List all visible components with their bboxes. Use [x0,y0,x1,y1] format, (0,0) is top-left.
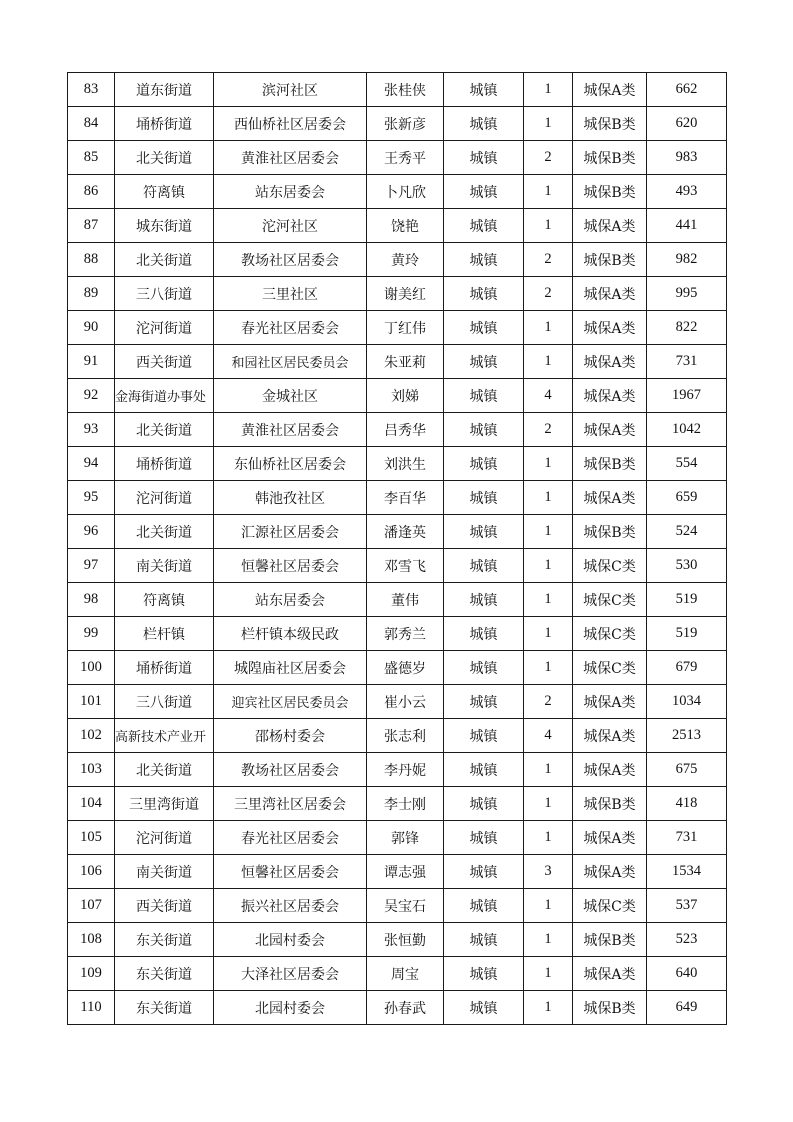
category-cell: 城保C类 [573,651,647,685]
table-row [68,651,727,685]
name-cell: 李百华 [367,481,444,515]
table-row [68,141,727,175]
persons-cell: 1 [524,311,573,345]
name-cell: 朱亚莉 [367,345,444,379]
subdistrict-cell: 城东街道 [115,209,214,243]
amount-cell: 731 [647,345,727,379]
amount-cell: 523 [647,923,727,957]
subdistrict-cell: 三里湾街道 [115,787,214,821]
community-cell: 金城社区 [214,379,367,413]
table-row [68,991,727,1025]
community-cell: 黄淮社区居委会 [214,413,367,447]
table-row [68,345,727,379]
household-type-cell: 城镇 [444,957,524,991]
row-number-cell: 98 [68,583,115,617]
community-cell: 栏杆镇本级民政 [214,617,367,651]
row-number-cell: 88 [68,243,115,277]
category-cell: 城保B类 [573,141,647,175]
table-row [68,753,727,787]
row-number-cell: 104 [68,787,115,821]
household-type-cell: 城镇 [444,889,524,923]
community-cell: 迎宾社区居民委员会 [214,685,367,719]
household-type-cell: 城镇 [444,413,524,447]
household-type-cell: 城镇 [444,685,524,719]
table-row [68,447,727,481]
community-cell: 汇源社区居委会 [214,515,367,549]
name-cell: 崔小云 [367,685,444,719]
name-cell: 董伟 [367,583,444,617]
subdistrict-cell: 北关街道 [115,515,214,549]
persons-cell: 1 [524,209,573,243]
name-cell: 王秀平 [367,141,444,175]
community-cell: 大泽社区居委会 [214,957,367,991]
name-cell: 丁红伟 [367,311,444,345]
household-type-cell: 城镇 [444,515,524,549]
amount-cell: 418 [647,787,727,821]
persons-cell: 1 [524,889,573,923]
community-cell: 教场社区居委会 [214,753,367,787]
household-type-cell: 城镇 [444,73,524,107]
table-row [68,73,727,107]
name-cell: 卜凡欣 [367,175,444,209]
persons-cell: 1 [524,787,573,821]
household-type-cell: 城镇 [444,107,524,141]
name-cell: 周宝 [367,957,444,991]
row-number-cell: 95 [68,481,115,515]
subdistrict-cell: 北关街道 [115,753,214,787]
amount-cell: 493 [647,175,727,209]
category-cell: 城保A类 [573,685,647,719]
subdistrict-cell: 东关街道 [115,957,214,991]
category-cell: 城保C类 [573,617,647,651]
amount-cell: 1034 [647,685,727,719]
name-cell: 邓雪飞 [367,549,444,583]
persons-cell: 2 [524,685,573,719]
subdistrict-cell: 沱河街道 [115,481,214,515]
household-type-cell: 城镇 [444,787,524,821]
row-number-cell: 108 [68,923,115,957]
community-cell: 北园村委会 [214,923,367,957]
table-row [68,719,727,753]
subdistrict-cell: 东关街道 [115,991,214,1025]
amount-cell: 537 [647,889,727,923]
category-cell: 城保B类 [573,515,647,549]
persons-cell: 1 [524,175,573,209]
subdistrict-cell: 沱河街道 [115,821,214,855]
household-type-cell: 城镇 [444,923,524,957]
household-type-cell: 城镇 [444,821,524,855]
household-type-cell: 城镇 [444,209,524,243]
subdistrict-cell: 东关街道 [115,923,214,957]
table-row [68,175,727,209]
subdistrict-cell: 符离镇 [115,583,214,617]
household-type-cell: 城镇 [444,345,524,379]
amount-cell: 982 [647,243,727,277]
name-cell: 张志利 [367,719,444,753]
name-cell: 黄玲 [367,243,444,277]
community-cell: 春光社区居委会 [214,821,367,855]
row-number-cell: 87 [68,209,115,243]
subdistrict-cell: 埇桥街道 [115,107,214,141]
category-cell: 城保C类 [573,889,647,923]
household-type-cell: 城镇 [444,549,524,583]
category-cell: 城保A类 [573,821,647,855]
table-row [68,549,727,583]
table-row [68,413,727,447]
row-number-cell: 85 [68,141,115,175]
persons-cell: 1 [524,345,573,379]
category-cell: 城保C类 [573,549,647,583]
name-cell: 谢美红 [367,277,444,311]
persons-cell: 1 [524,651,573,685]
row-number-cell: 101 [68,685,115,719]
name-cell: 张桂侠 [367,73,444,107]
category-cell: 城保B类 [573,923,647,957]
table-row [68,685,727,719]
community-cell: 韩池孜社区 [214,481,367,515]
subdistrict-cell: 埇桥街道 [115,651,214,685]
persons-cell: 1 [524,73,573,107]
table-row [68,583,727,617]
household-type-cell: 城镇 [444,719,524,753]
row-number-cell: 89 [68,277,115,311]
name-cell: 刘洪生 [367,447,444,481]
community-cell: 邵杨村委会 [214,719,367,753]
subdistrict-cell: 北关街道 [115,243,214,277]
category-cell: 城保C类 [573,583,647,617]
table-row [68,209,727,243]
category-cell: 城保A类 [573,957,647,991]
household-type-cell: 城镇 [444,651,524,685]
persons-cell: 2 [524,243,573,277]
amount-cell: 524 [647,515,727,549]
household-type-cell: 城镇 [444,991,524,1025]
name-cell: 潘逢英 [367,515,444,549]
persons-cell: 1 [524,481,573,515]
household-type-cell: 城镇 [444,481,524,515]
table-row [68,923,727,957]
row-number-cell: 93 [68,413,115,447]
row-number-cell: 109 [68,957,115,991]
community-cell: 东仙桥社区居委会 [214,447,367,481]
amount-cell: 675 [647,753,727,787]
amount-cell: 640 [647,957,727,991]
table-body [68,73,727,1025]
community-cell: 恒馨社区居委会 [214,549,367,583]
category-cell: 城保A类 [573,719,647,753]
household-type-cell: 城镇 [444,175,524,209]
community-cell: 三里社区 [214,277,367,311]
row-number-cell: 97 [68,549,115,583]
community-cell: 北园村委会 [214,991,367,1025]
name-cell: 张恒勤 [367,923,444,957]
household-type-cell: 城镇 [444,141,524,175]
table-row [68,855,727,889]
category-cell: 城保A类 [573,345,647,379]
persons-cell: 2 [524,277,573,311]
category-cell: 城保B类 [573,107,647,141]
table-row [68,787,727,821]
community-cell: 春光社区居委会 [214,311,367,345]
row-number-cell: 106 [68,855,115,889]
amount-cell: 530 [647,549,727,583]
table-row [68,277,727,311]
amount-cell: 620 [647,107,727,141]
persons-cell: 4 [524,719,573,753]
subdistrict-cell: 西关街道 [115,345,214,379]
persons-cell: 1 [524,515,573,549]
persons-cell: 1 [524,549,573,583]
amount-cell: 679 [647,651,727,685]
subdistrict-cell: 西关街道 [115,889,214,923]
subdistrict-cell: 三八街道 [115,277,214,311]
row-number-cell: 92 [68,379,115,413]
row-number-cell: 99 [68,617,115,651]
amount-cell: 1967 [647,379,727,413]
amount-cell: 441 [647,209,727,243]
table-row [68,821,727,855]
household-type-cell: 城镇 [444,617,524,651]
subdistrict-cell: 栏杆镇 [115,617,214,651]
name-cell: 吕秀华 [367,413,444,447]
row-number-cell: 94 [68,447,115,481]
category-cell: 城保A类 [573,481,647,515]
persons-cell: 1 [524,957,573,991]
row-number-cell: 110 [68,991,115,1025]
name-cell: 孙春武 [367,991,444,1025]
category-cell: 城保A类 [573,379,647,413]
table-row [68,957,727,991]
row-number-cell: 100 [68,651,115,685]
row-number-cell: 107 [68,889,115,923]
category-cell: 城保A类 [573,753,647,787]
community-cell: 恒馨社区居委会 [214,855,367,889]
table-row [68,379,727,413]
category-cell: 城保B类 [573,243,647,277]
household-type-cell: 城镇 [444,243,524,277]
community-cell: 滨河社区 [214,73,367,107]
table-row [68,889,727,923]
category-cell: 城保A类 [573,73,647,107]
table-row [68,107,727,141]
name-cell: 郭锋 [367,821,444,855]
row-number-cell: 91 [68,345,115,379]
category-cell: 城保A类 [573,311,647,345]
subdistrict-cell: 埇桥街道 [115,447,214,481]
amount-cell: 983 [647,141,727,175]
table-row [68,617,727,651]
name-cell: 郭秀兰 [367,617,444,651]
persons-cell: 3 [524,855,573,889]
row-number-cell: 90 [68,311,115,345]
household-type-cell: 城镇 [444,583,524,617]
persons-cell: 2 [524,141,573,175]
subdistrict-cell: 道东街道 [115,73,214,107]
name-cell: 吴宝石 [367,889,444,923]
amount-cell: 1042 [647,413,727,447]
household-type-cell: 城镇 [444,753,524,787]
category-cell: 城保A类 [573,855,647,889]
amount-cell: 519 [647,583,727,617]
amount-cell: 1534 [647,855,727,889]
row-number-cell: 96 [68,515,115,549]
subdistrict-cell: 南关街道 [115,855,214,889]
category-cell: 城保B类 [573,175,647,209]
name-cell: 张新彦 [367,107,444,141]
subdistrict-cell: 南关街道 [115,549,214,583]
household-type-cell: 城镇 [444,311,524,345]
community-cell: 沱河社区 [214,209,367,243]
subdistrict-cell: 金海街道办事处 [115,379,214,413]
persons-cell: 1 [524,617,573,651]
amount-cell: 519 [647,617,727,651]
household-type-cell: 城镇 [444,855,524,889]
amount-cell: 995 [647,277,727,311]
subdistrict-cell: 符离镇 [115,175,214,209]
category-cell: 城保B类 [573,787,647,821]
name-cell: 盛德岁 [367,651,444,685]
persons-cell: 1 [524,107,573,141]
persons-cell: 2 [524,413,573,447]
name-cell: 刘娣 [367,379,444,413]
subdistrict-cell: 沱河街道 [115,311,214,345]
subdistrict-cell: 北关街道 [115,141,214,175]
persons-cell: 1 [524,821,573,855]
relief-roster-table [67,72,727,1025]
amount-cell: 659 [647,481,727,515]
community-cell: 城隍庙社区居委会 [214,651,367,685]
subdistrict-cell: 高新技术产业开 [115,719,214,753]
amount-cell: 731 [647,821,727,855]
name-cell: 饶艳 [367,209,444,243]
persons-cell: 1 [524,447,573,481]
subdistrict-cell: 三八街道 [115,685,214,719]
row-number-cell: 103 [68,753,115,787]
community-cell: 和园社区居民委员会 [214,345,367,379]
community-cell: 振兴社区居委会 [214,889,367,923]
persons-cell: 4 [524,379,573,413]
subdistrict-cell: 北关街道 [115,413,214,447]
row-number-cell: 102 [68,719,115,753]
persons-cell: 1 [524,753,573,787]
name-cell: 谭志强 [367,855,444,889]
row-number-cell: 86 [68,175,115,209]
persons-cell: 1 [524,991,573,1025]
community-cell: 站东居委会 [214,583,367,617]
community-cell: 黄淮社区居委会 [214,141,367,175]
persons-cell: 1 [524,583,573,617]
table-row [68,515,727,549]
name-cell: 李士刚 [367,787,444,821]
household-type-cell: 城镇 [444,277,524,311]
community-cell: 教场社区居委会 [214,243,367,277]
row-number-cell: 83 [68,73,115,107]
amount-cell: 2513 [647,719,727,753]
community-cell: 西仙桥社区居委会 [214,107,367,141]
category-cell: 城保A类 [573,209,647,243]
amount-cell: 822 [647,311,727,345]
category-cell: 城保A类 [573,413,647,447]
table-row [68,243,727,277]
category-cell: 城保A类 [573,277,647,311]
name-cell: 李丹妮 [367,753,444,787]
household-type-cell: 城镇 [444,379,524,413]
amount-cell: 649 [647,991,727,1025]
table-row [68,311,727,345]
persons-cell: 1 [524,923,573,957]
household-type-cell: 城镇 [444,447,524,481]
category-cell: 城保B类 [573,991,647,1025]
row-number-cell: 105 [68,821,115,855]
table-row [68,481,727,515]
row-number-cell: 84 [68,107,115,141]
community-cell: 三里湾社区居委会 [214,787,367,821]
amount-cell: 554 [647,447,727,481]
amount-cell: 662 [647,73,727,107]
community-cell: 站东居委会 [214,175,367,209]
category-cell: 城保B类 [573,447,647,481]
